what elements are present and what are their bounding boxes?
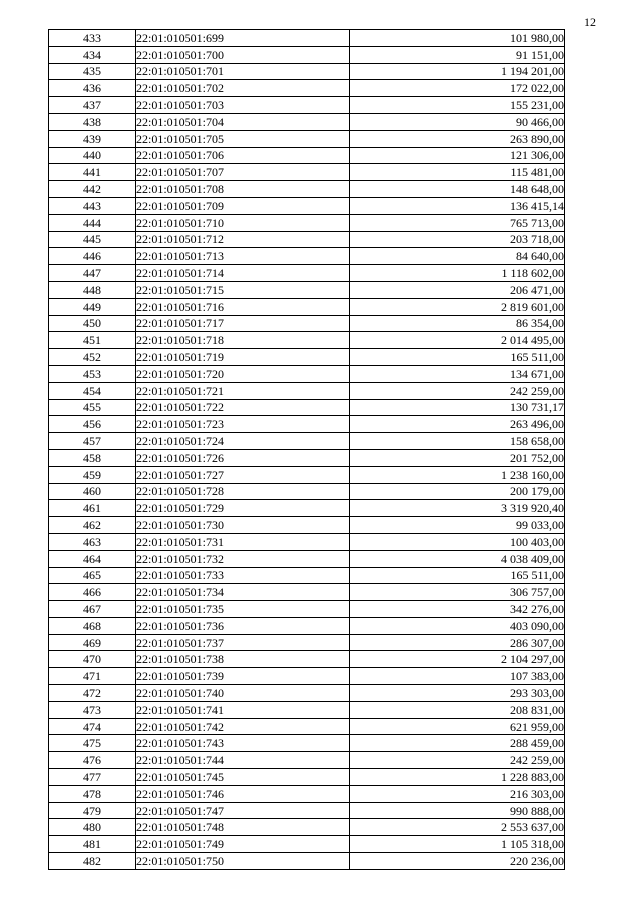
table-row: [49, 248, 565, 265]
cadastral-value-cell: 2 104 297,00: [350, 651, 565, 668]
row-number-cell: 434: [49, 46, 136, 63]
table-row: [49, 80, 565, 97]
table-row: [49, 46, 565, 63]
cadastral-number-cell: 22:01:010501:728: [136, 483, 350, 500]
row-number-cell: 442: [49, 181, 136, 198]
row-number-cell: 463: [49, 533, 136, 550]
cadastral-number-cell: 22:01:010501:724: [136, 433, 350, 450]
cadastral-value-cell: 2 014 495,00: [350, 332, 565, 349]
table-row: [49, 483, 565, 500]
cadastral-number-cell: 22:01:010501:701: [136, 63, 350, 80]
cadastral-value-cell: 165 511,00: [350, 349, 565, 366]
table-row: [49, 332, 565, 349]
cadastral-number-cell: 22:01:010501:720: [136, 365, 350, 382]
cadastral-number-cell: 22:01:010501:704: [136, 113, 350, 130]
cadastral-number-cell: 22:01:010501:742: [136, 718, 350, 735]
table-row: [49, 651, 565, 668]
table-row: [49, 97, 565, 114]
table-row: [49, 147, 565, 164]
page-number: 12: [584, 15, 596, 29]
cadastral-number-cell: 22:01:010501:735: [136, 601, 350, 618]
table-row: [49, 449, 565, 466]
cadastral-value-cell: 1 194 201,00: [350, 63, 565, 80]
table-row: [49, 197, 565, 214]
row-number-cell: 456: [49, 416, 136, 433]
row-number-cell: 439: [49, 130, 136, 147]
cadastral-value-cell: 216 303,00: [350, 785, 565, 802]
cadastral-value-cell: 3 319 920,40: [350, 500, 565, 517]
row-number-cell: 453: [49, 365, 136, 382]
cadastral-value-cell: 203 718,00: [350, 231, 565, 248]
table-row: [49, 30, 565, 47]
cadastral-value-cell: 263 496,00: [350, 416, 565, 433]
row-number-cell: 458: [49, 449, 136, 466]
row-number-cell: 471: [49, 668, 136, 685]
cadastral-number-cell: 22:01:010501:713: [136, 248, 350, 265]
row-number-cell: 452: [49, 349, 136, 366]
cadastral-number-cell: 22:01:010501:733: [136, 567, 350, 584]
table-row: [49, 433, 565, 450]
row-number-cell: 462: [49, 517, 136, 534]
table-row: [49, 634, 565, 651]
cadastral-value-cell: 2 819 601,00: [350, 298, 565, 315]
cadastral-value-cell: 621 959,00: [350, 718, 565, 735]
cadastral-number-cell: 22:01:010501:744: [136, 752, 350, 769]
cadastral-value-cell: 91 151,00: [350, 46, 565, 63]
row-number-cell: 481: [49, 836, 136, 853]
cadastral-number-cell: 22:01:010501:732: [136, 550, 350, 567]
cadastral-value-cell: 84 640,00: [350, 248, 565, 265]
cadastral-number-cell: 22:01:010501:749: [136, 836, 350, 853]
cadastral-number-cell: 22:01:010501:705: [136, 130, 350, 147]
row-number-cell: 466: [49, 584, 136, 601]
cadastral-value-cell: 99 033,00: [350, 517, 565, 534]
row-number-cell: 436: [49, 80, 136, 97]
row-number-cell: 478: [49, 785, 136, 802]
row-number-cell: 437: [49, 97, 136, 114]
row-number-cell: 470: [49, 651, 136, 668]
cadastral-number-cell: 22:01:010501:712: [136, 231, 350, 248]
row-number-cell: 459: [49, 466, 136, 483]
table-row: [49, 601, 565, 618]
cadastral-number-cell: 22:01:010501:739: [136, 668, 350, 685]
table-row: [49, 685, 565, 702]
cadastral-value-cell: 130 731,17: [350, 399, 565, 416]
cadastral-value-cell: 165 511,00: [350, 567, 565, 584]
cadastral-value-cell: 121 306,00: [350, 147, 565, 164]
cadastral-value-cell: 148 648,00: [350, 181, 565, 198]
table-row: [49, 399, 565, 416]
cadastral-number-cell: 22:01:010501:748: [136, 819, 350, 836]
row-number-cell: 438: [49, 113, 136, 130]
row-number-cell: 473: [49, 701, 136, 718]
cadastral-value-cell: 2 553 637,00: [350, 819, 565, 836]
table-row: [49, 382, 565, 399]
row-number-cell: 451: [49, 332, 136, 349]
row-number-cell: 455: [49, 399, 136, 416]
cadastral-value-cell: 288 459,00: [350, 735, 565, 752]
table-row: [49, 416, 565, 433]
cadastral-number-cell: 22:01:010501:707: [136, 164, 350, 181]
cadastral-number-cell: 22:01:010501:746: [136, 785, 350, 802]
cadastral-number-cell: 22:01:010501:708: [136, 181, 350, 198]
cadastral-number-cell: 22:01:010501:715: [136, 281, 350, 298]
row-number-cell: 474: [49, 718, 136, 735]
cadastral-number-cell: 22:01:010501:717: [136, 315, 350, 332]
cadastral-number-cell: 22:01:010501:729: [136, 500, 350, 517]
row-number-cell: 460: [49, 483, 136, 500]
row-number-cell: 475: [49, 735, 136, 752]
table-row: [49, 181, 565, 198]
table-row: [49, 265, 565, 282]
table-row: [49, 315, 565, 332]
cadastral-number-cell: 22:01:010501:702: [136, 80, 350, 97]
table-row: [49, 735, 565, 752]
cadastral-value-cell: 1 118 602,00: [350, 265, 565, 282]
cadastral-value-cell: 101 980,00: [350, 30, 565, 47]
cadastral-value-cell: 263 890,00: [350, 130, 565, 147]
table-row: [49, 550, 565, 567]
table-row: [49, 752, 565, 769]
table-row: [49, 164, 565, 181]
row-number-cell: 450: [49, 315, 136, 332]
cadastral-number-cell: 22:01:010501:714: [136, 265, 350, 282]
row-number-cell: 448: [49, 281, 136, 298]
table-row: [49, 836, 565, 853]
row-number-cell: 433: [49, 30, 136, 47]
table-row: [49, 349, 565, 366]
cadastral-value-cell: 200 179,00: [350, 483, 565, 500]
cadastral-number-cell: 22:01:010501:700: [136, 46, 350, 63]
table-row: [49, 785, 565, 802]
cadastral-value-cell: 201 752,00: [350, 449, 565, 466]
cadastral-value-cell: 242 259,00: [350, 752, 565, 769]
cadastral-value-cell: 242 259,00: [350, 382, 565, 399]
table-row: [49, 617, 565, 634]
table-row: [49, 231, 565, 248]
row-number-cell: 464: [49, 550, 136, 567]
cadastral-number-cell: 22:01:010501:738: [136, 651, 350, 668]
row-number-cell: 480: [49, 819, 136, 836]
row-number-cell: 467: [49, 601, 136, 618]
table-body: [49, 30, 565, 870]
cadastral-value-cell: 1 228 883,00: [350, 769, 565, 786]
table-row: [49, 533, 565, 550]
cadastral-value-cell: 306 757,00: [350, 584, 565, 601]
table-row: [49, 517, 565, 534]
table-row: [49, 668, 565, 685]
cadastral-value-cell: 136 415,14: [350, 197, 565, 214]
table-row: [49, 853, 565, 870]
row-number-cell: 457: [49, 433, 136, 450]
row-number-cell: 469: [49, 634, 136, 651]
cadastral-number-cell: 22:01:010501:734: [136, 584, 350, 601]
row-number-cell: 479: [49, 802, 136, 819]
table-row: [49, 567, 565, 584]
cadastral-number-cell: 22:01:010501:721: [136, 382, 350, 399]
row-number-cell: 445: [49, 231, 136, 248]
cadastral-value-cell: 220 236,00: [350, 853, 565, 870]
cadastral-value-cell: 134 671,00: [350, 365, 565, 382]
cadastral-value-cell: 293 303,00: [350, 685, 565, 702]
cadastral-value-cell: 172 022,00: [350, 80, 565, 97]
cadastral-number-cell: 22:01:010501:719: [136, 349, 350, 366]
table-row: [49, 500, 565, 517]
row-number-cell: 444: [49, 214, 136, 231]
cadastral-value-cell: 208 831,00: [350, 701, 565, 718]
cadastral-number-cell: 22:01:010501:743: [136, 735, 350, 752]
cadastral-number-cell: 22:01:010501:750: [136, 853, 350, 870]
cadastral-value-cell: 403 090,00: [350, 617, 565, 634]
table-row: [49, 584, 565, 601]
table-row: [49, 466, 565, 483]
cadastral-number-cell: 22:01:010501:726: [136, 449, 350, 466]
table-row: [49, 113, 565, 130]
cadastral-number-cell: 22:01:010501:716: [136, 298, 350, 315]
cadastral-value-cell: 90 466,00: [350, 113, 565, 130]
cadastral-value-cell: 286 307,00: [350, 634, 565, 651]
table-row: [49, 701, 565, 718]
table-row: [49, 819, 565, 836]
row-number-cell: 461: [49, 500, 136, 517]
row-number-cell: 454: [49, 382, 136, 399]
cadastral-value-cell: 115 481,00: [350, 164, 565, 181]
table-row: [49, 718, 565, 735]
cadastral-number-cell: 22:01:010501:699: [136, 30, 350, 47]
cadastral-value-cell: 155 231,00: [350, 97, 565, 114]
row-number-cell: 441: [49, 164, 136, 181]
cadastral-number-cell: 22:01:010501:730: [136, 517, 350, 534]
cadastral-number-cell: 22:01:010501:723: [136, 416, 350, 433]
table-row: [49, 365, 565, 382]
cadastral-number-cell: 22:01:010501:731: [136, 533, 350, 550]
cadastral-value-cell: 1 105 318,00: [350, 836, 565, 853]
table-row: [49, 298, 565, 315]
table-row: [49, 214, 565, 231]
table-row: [49, 130, 565, 147]
table-row: [49, 63, 565, 80]
cadastral-number-cell: 22:01:010501:710: [136, 214, 350, 231]
table-row: [49, 769, 565, 786]
row-number-cell: 446: [49, 248, 136, 265]
cadastral-value-cell: 206 471,00: [350, 281, 565, 298]
cadastral-value-cell: 86 354,00: [350, 315, 565, 332]
cadastral-value-cell: 765 713,00: [350, 214, 565, 231]
cadastral-number-cell: 22:01:010501:747: [136, 802, 350, 819]
row-number-cell: 440: [49, 147, 136, 164]
table-row: [49, 802, 565, 819]
row-number-cell: 443: [49, 197, 136, 214]
row-number-cell: 482: [49, 853, 136, 870]
cadastral-number-cell: 22:01:010501:727: [136, 466, 350, 483]
row-number-cell: 447: [49, 265, 136, 282]
cadastral-value-cell: 1 238 160,00: [350, 466, 565, 483]
cadastral-number-cell: 22:01:010501:741: [136, 701, 350, 718]
row-number-cell: 465: [49, 567, 136, 584]
cadastral-number-cell: 22:01:010501:736: [136, 617, 350, 634]
cadastral-value-cell: 990 888,00: [350, 802, 565, 819]
row-number-cell: 476: [49, 752, 136, 769]
row-number-cell: 472: [49, 685, 136, 702]
row-number-cell: 468: [49, 617, 136, 634]
cadastral-value-cell: 100 403,00: [350, 533, 565, 550]
row-number-cell: 449: [49, 298, 136, 315]
row-number-cell: 435: [49, 63, 136, 80]
cadastral-value-cell: 107 383,00: [350, 668, 565, 685]
cadastral-number-cell: 22:01:010501:737: [136, 634, 350, 651]
table-row: [49, 281, 565, 298]
cadastral-value-table: [48, 29, 565, 870]
cadastral-number-cell: 22:01:010501:722: [136, 399, 350, 416]
row-number-cell: 477: [49, 769, 136, 786]
cadastral-number-cell: 22:01:010501:709: [136, 197, 350, 214]
cadastral-number-cell: 22:01:010501:718: [136, 332, 350, 349]
cadastral-value-cell: 342 276,00: [350, 601, 565, 618]
cadastral-number-cell: 22:01:010501:703: [136, 97, 350, 114]
cadastral-value-cell: 4 038 409,00: [350, 550, 565, 567]
cadastral-number-cell: 22:01:010501:706: [136, 147, 350, 164]
cadastral-number-cell: 22:01:010501:740: [136, 685, 350, 702]
cadastral-value-cell: 158 658,00: [350, 433, 565, 450]
cadastral-number-cell: 22:01:010501:745: [136, 769, 350, 786]
